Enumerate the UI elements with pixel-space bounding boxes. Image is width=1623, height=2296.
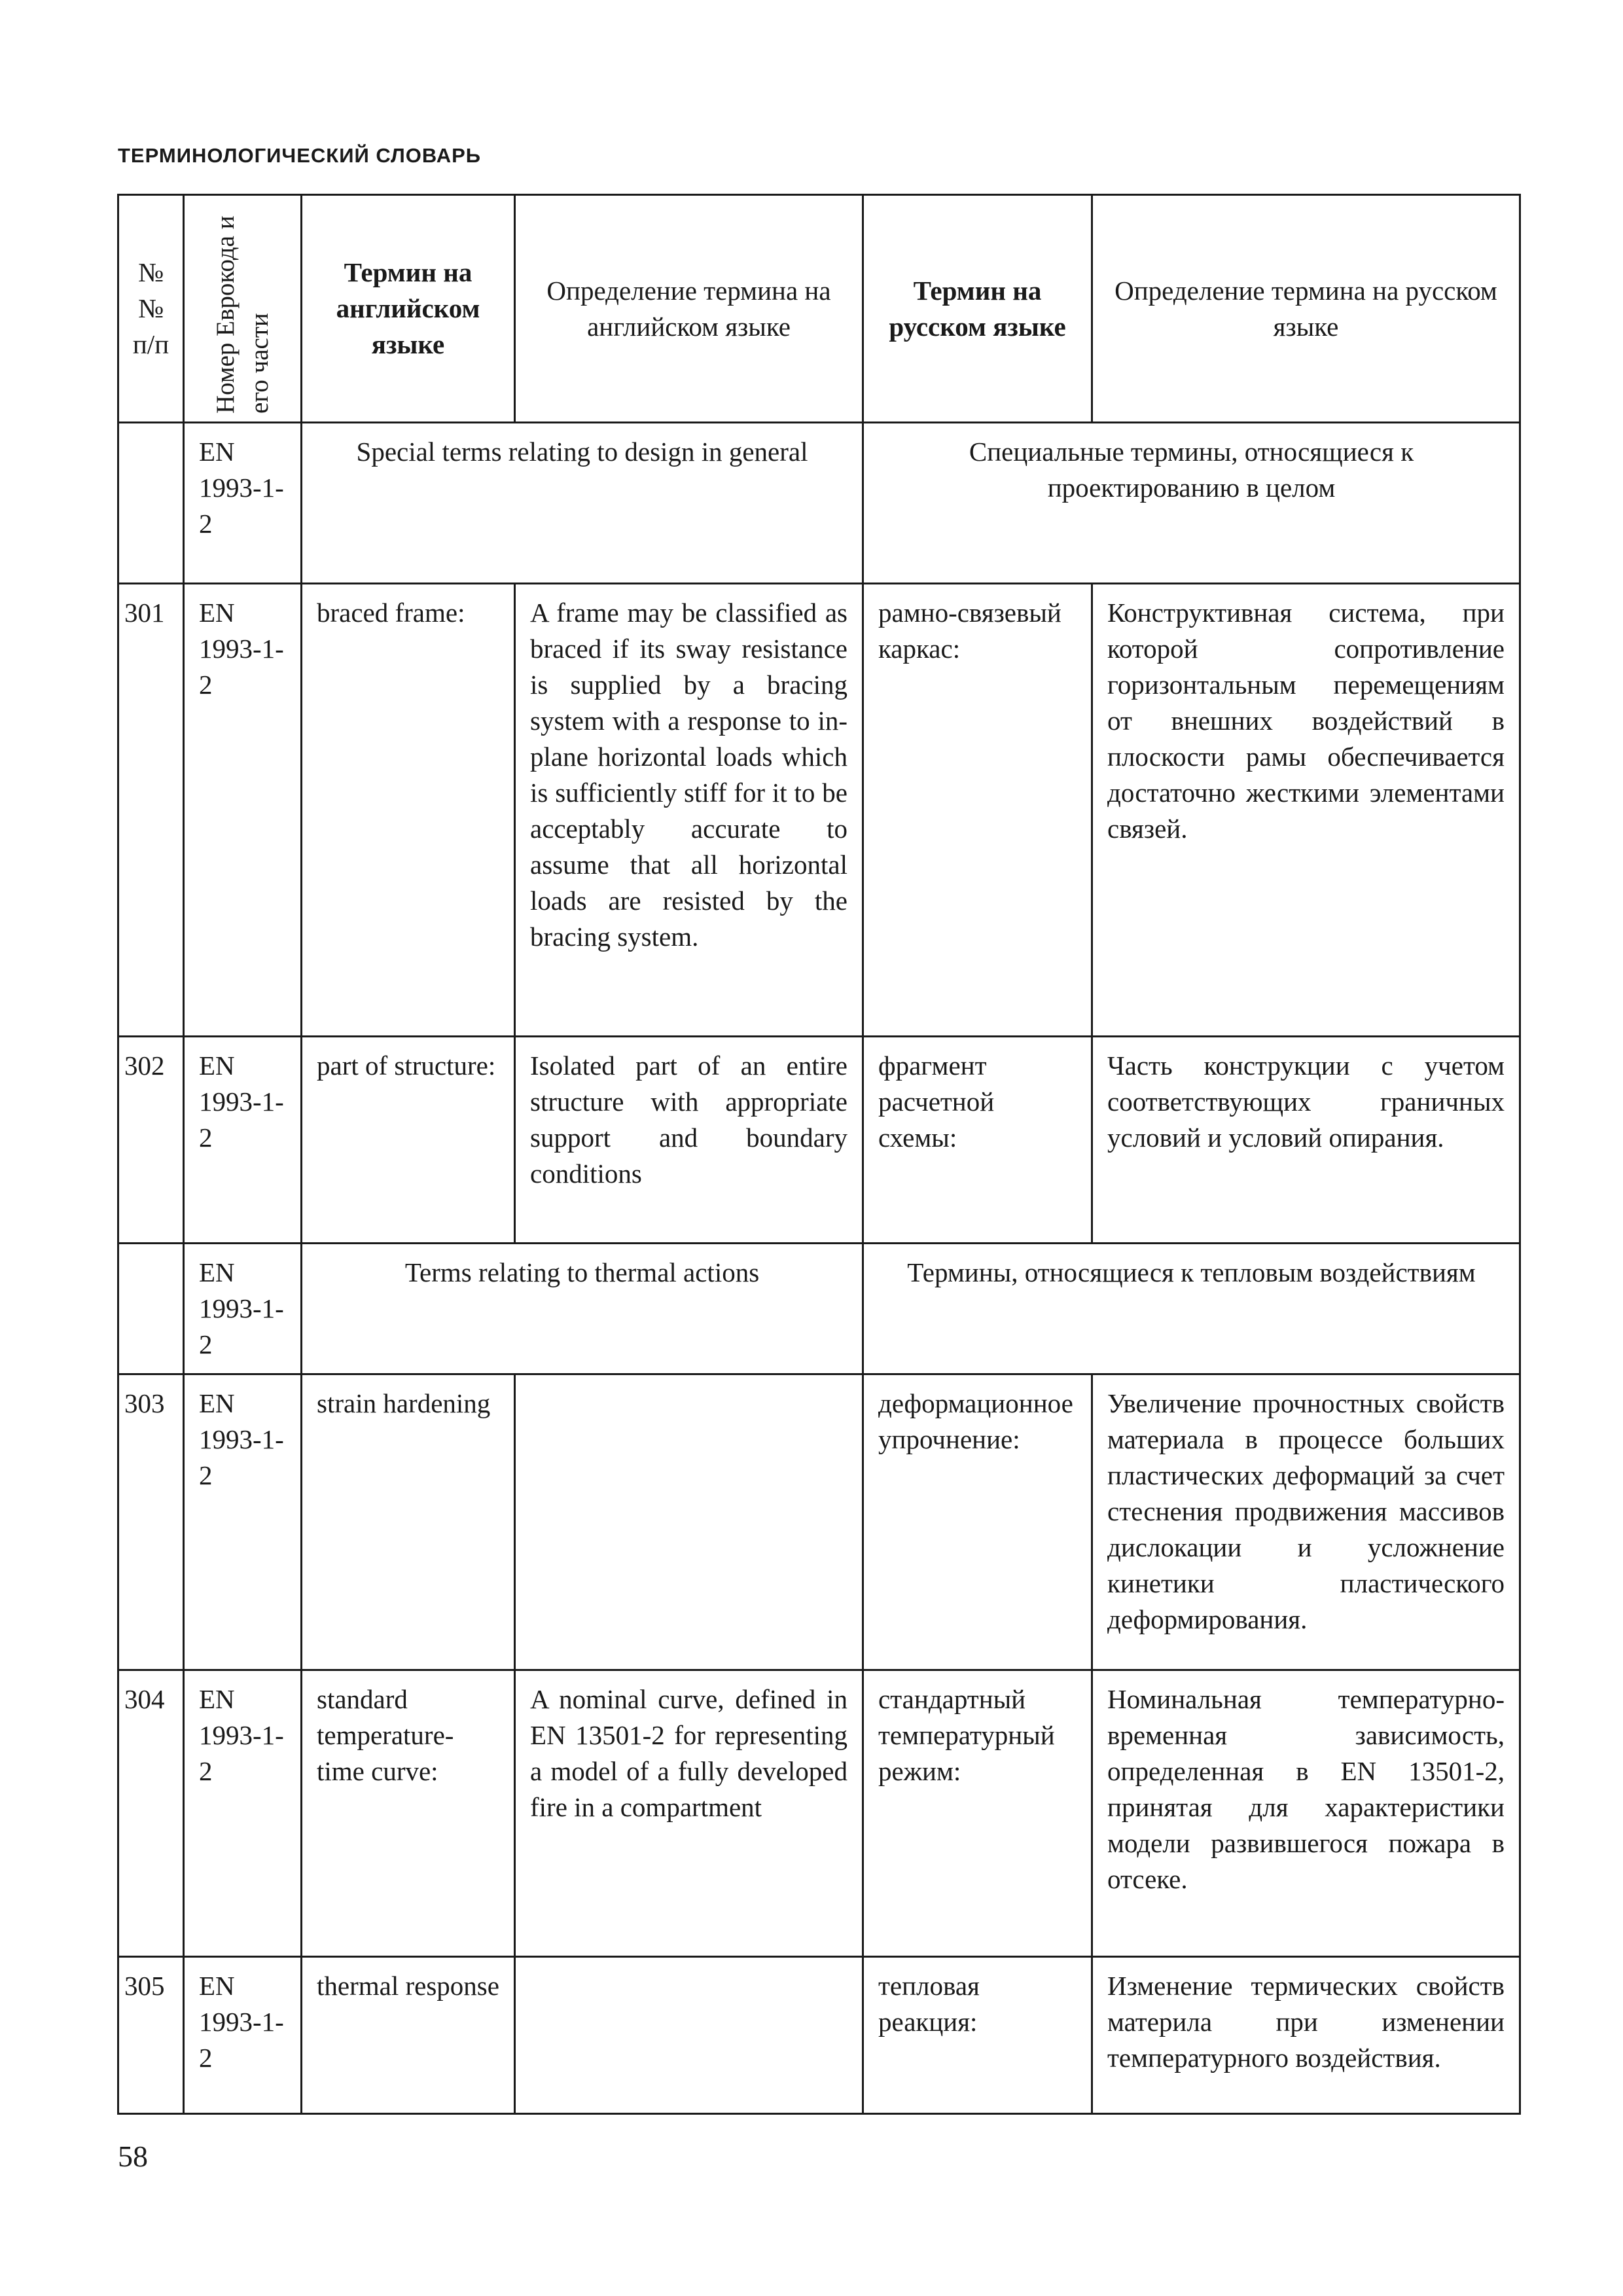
- section-title-en: Terms relating to thermal actions: [302, 1244, 863, 1374]
- section-title-ru: Специальные термины, относящиеся к проектированию в целом: [863, 423, 1520, 584]
- row-def-ru: Конструктивная система, при которой сопротивление горизонтальным перемещениям от внешних воздействий в плоскости рамы обеспечивается достаточно жесткими элементами связей.: [1092, 584, 1520, 1037]
- row-term-ru: стандартный температурный режим:: [863, 1670, 1092, 1957]
- row-term-en: strain hardening: [302, 1374, 515, 1670]
- row-num: 302: [118, 1037, 184, 1244]
- section-title-ru: Термины, относящиеся к тепловым воздействиям: [863, 1244, 1520, 1374]
- row-term-ru: деформационное упрочнение:: [863, 1374, 1092, 1670]
- row-num: 301: [118, 584, 184, 1037]
- row-term-ru: тепловая реакция:: [863, 1957, 1092, 2114]
- row-def-en: [515, 1374, 863, 1670]
- row-num: 305: [118, 1957, 184, 2114]
- col-header-term-ru: Термин на русском языке: [863, 195, 1092, 423]
- row-def-en: A nominal curve, defined in EN 13501-2 for representing a model of a fully developed fire in a compartment: [515, 1670, 863, 1957]
- table-row: [118, 1670, 1520, 1957]
- row-def-en: [515, 1957, 863, 2114]
- section-num-cell: [118, 1244, 184, 1374]
- table-row: [118, 584, 1520, 1037]
- table-row: [118, 1374, 1520, 1670]
- row-eurocode: EN 1993-1-2: [184, 1670, 302, 1957]
- row-def-en: Isolated part of an entire structure with appropriate support and boundary conditions: [515, 1037, 863, 1244]
- row-def-ru: Изменение термических свойств материла при изменении температурного воздействия.: [1092, 1957, 1520, 2114]
- row-eurocode: EN 1993-1-2: [184, 1957, 302, 2114]
- page-number: 58: [118, 2140, 148, 2173]
- row-term-en: standard temperature-time curve:: [302, 1670, 515, 1957]
- col-header-eurocode-text: Номер Еврокода и его части: [211, 215, 274, 414]
- row-term-en: part of structure:: [302, 1037, 515, 1244]
- row-def-ru: Увеличение прочностных свойств материала в процессе больших пластических деформаций за счет стеснения продвижения массивов дислокации и усложнение кинетики пластического деформирования.: [1092, 1374, 1520, 1670]
- col-header-def-ru: Определение термина на русском языке: [1092, 195, 1520, 423]
- row-eurocode: EN 1993-1-2: [184, 584, 302, 1037]
- header-row: [118, 195, 1520, 423]
- row-term-ru: фрагмент расчетной схемы:: [863, 1037, 1092, 1244]
- table-row: [118, 1037, 1520, 1244]
- section-title-en: Special terms relating to design in general: [302, 423, 863, 584]
- section-row: [118, 423, 1520, 584]
- section-row: [118, 1244, 1520, 1374]
- col-header-def-en: Определение термина на английском языке: [515, 195, 863, 423]
- row-num: 303: [118, 1374, 184, 1670]
- col-header-term-en: Термин на английском языке: [302, 195, 515, 423]
- section-eurocode: EN 1993-1-2: [184, 1244, 302, 1374]
- row-term-en: braced frame:: [302, 584, 515, 1037]
- row-def-ru: Часть конструкции с учетом соответствующих граничных условий и условий опирания.: [1092, 1037, 1520, 1244]
- row-num: 304: [118, 1670, 184, 1957]
- glossary-table: [117, 194, 1521, 2115]
- section-eurocode: EN 1993-1-2: [184, 423, 302, 584]
- running-head: ТЕРМИНОЛОГИЧЕСКИЙ СЛОВАРЬ: [118, 144, 482, 167]
- row-eurocode: EN 1993-1-2: [184, 1374, 302, 1670]
- row-term-ru: рамно-связевый каркас:: [863, 584, 1092, 1037]
- row-term-en: thermal response: [302, 1957, 515, 2114]
- col-header-eurocode: [184, 195, 302, 423]
- row-eurocode: EN 1993-1-2: [184, 1037, 302, 1244]
- section-num-cell: [118, 423, 184, 584]
- col-header-num: №№ п/п: [118, 195, 184, 423]
- row-def-en: A frame may be classified as braced if its sway resistance is supplied by a bracing system with a response to in-plane horizontal loads which is sufficiently stiff for it to be acceptably accurate to assume that all horizontal loads are resisted by the bracing system.: [515, 584, 863, 1037]
- table-row: [118, 1957, 1520, 2114]
- row-def-ru: Номинальная температурно-временная зависимость, определенная в EN 13501-2, принятая для характеристики модели развившегося пожара в отсеке.: [1092, 1670, 1520, 1957]
